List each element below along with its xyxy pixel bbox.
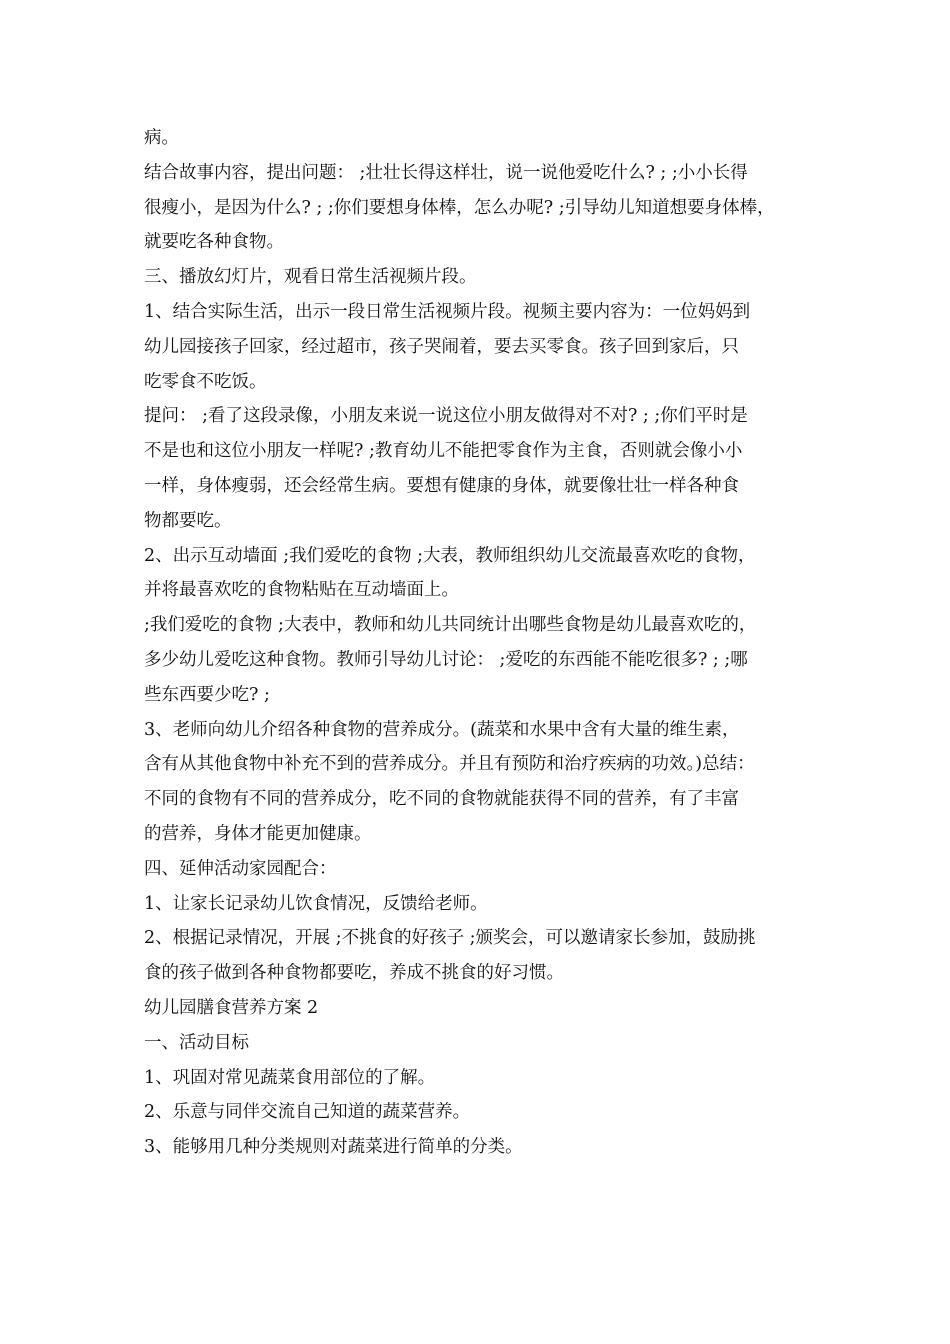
text-line: 结合故事内容，提出问题： ;壮壮长得这样壮，说一说他爱吃什么? ; ;小小长得: [144, 162, 748, 183]
text-line: 的营养，身体才能更加健康。: [144, 823, 372, 844]
text-line: 3、能够用几种分类规则对蔬菜进行简单的分类。: [144, 1137, 523, 1158]
text-line: 提问： ;看了这段录像，小朋友来说一说这位小朋友做得对不对? ; ;你们平时是: [144, 406, 748, 427]
section-heading: 一、活动目标: [144, 1032, 249, 1053]
text-line: 幼儿园接孩子回家，经过超市，孩子哭闹着，要去买零食。孩子回到家后，只: [144, 336, 739, 357]
text-line: 一样，身体瘦弱，还会经常生病。要想有健康的身体，就要像壮壮一样各种食: [144, 475, 739, 496]
text-line: 些东西要少吃? ;: [144, 684, 270, 705]
text-line: 很瘦小，是因为什么? ; ;你们要想身体棒，怎么办呢? ;引导幼儿知道想要身体棒，: [144, 197, 775, 218]
document-page: [144, 121, 824, 1165]
text-line: 吃零食不吃饭。: [144, 371, 267, 392]
text-line: 病。: [144, 128, 179, 148]
text-line: 不是也和这位小朋友一样呢? ;教育幼儿不能把零食作为主食，否则就会像小小: [144, 441, 743, 462]
text-line: 就要吃各种食物。: [144, 232, 284, 253]
text-line: 含有从其他食物中补充不到的营养成分。并且有预防和治疗疾病的功效。)总结：: [144, 754, 755, 775]
text-line: 2、乐意与同伴交流自己知道的蔬菜营养。: [144, 1102, 471, 1123]
section-heading: 三、播放幻灯片，观看日常生活视频片段。: [144, 267, 477, 288]
text-line: 食的孩子做到各种食物都要吃，养成不挑食的好习惯。: [144, 963, 564, 984]
text-line: 不同的食物有不同的营养成分，吃不同的食物就能获得不同的营养，有了丰富: [144, 789, 739, 810]
section-heading: 四、延伸活动家园配合：: [144, 858, 337, 879]
document-title: 幼儿园膳食营养方案 2: [144, 997, 319, 1018]
text-line: 3、老师向幼儿介绍各种食物的营养成分。(蔬菜和水果中含有大量的维生素，: [144, 719, 740, 740]
text-line: 物都要吃。: [144, 510, 232, 531]
text-line: ;我们爱吃的食物 ;大表中，教师和幼儿共同统计出哪些食物是幼儿最喜欢吃的，: [144, 615, 757, 636]
text-line: 并将最喜欢吃的食物粘贴在互动墙面上。: [144, 580, 459, 601]
text-line: 1、巩固对常见蔬菜食用部位的了解。: [144, 1067, 436, 1088]
text-line: 1、让家长记录幼儿饮食情况，反馈给老师。: [144, 893, 488, 914]
text-line: 2、根据记录情况，开展 ;不挑食的好孩子 ;颁奖会，可以邀请家长参加，鼓励挑: [144, 928, 756, 949]
text-line: 2、出示互动墙面 ;我们爱吃的食物 ;大表，教师组织幼儿交流最喜欢吃的食物，: [144, 545, 756, 566]
text-line: 1、结合实际生活，出示一段日常生活视频片段。视频主要内容为：一位妈妈到: [144, 301, 751, 322]
text-line: 多少幼儿爱吃这种食物。教师引导幼儿讨论： ;爱吃的东西能不能吃很多? ; ;哪: [144, 649, 748, 670]
